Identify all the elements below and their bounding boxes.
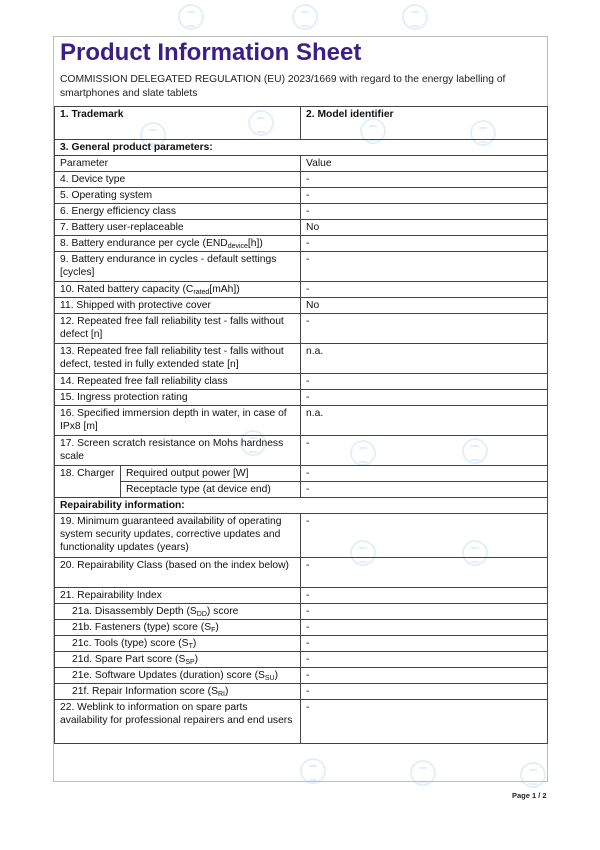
page-title: Product Information Sheet	[60, 39, 362, 66]
charger-row	[55, 466, 548, 482]
tools-score-value: -	[301, 636, 548, 652]
free-fall-class-value: -	[301, 374, 548, 390]
spare-part-score-label: 21d. Spare Part score $(S_{SP})$	[55, 652, 301, 668]
watermark-logo-icon	[292, 4, 318, 30]
table-row	[55, 236, 548, 252]
watermark-logo-icon	[178, 4, 204, 30]
table-row	[55, 252, 548, 282]
table-row	[55, 436, 548, 466]
tools-score-label: 21c. Tools (type) score $(S_T)$	[55, 636, 301, 652]
charger-row	[55, 482, 548, 498]
free-fall-extended-label: 13. Repeated free fall reliability test - falls without defect, tested in fully extended state [n]	[55, 344, 301, 374]
general-section-row	[55, 140, 548, 156]
energy-class-label: 6. Energy efficiency class	[55, 204, 301, 220]
scratch-resistance-value: -	[301, 436, 548, 466]
protective-cover-label: 11. Shipped with protective cover	[55, 298, 301, 314]
battery-endurance-cycles-value: -	[301, 252, 548, 282]
free-fall-test-value: -	[301, 314, 548, 344]
table-row	[55, 604, 548, 620]
charger-label: 18. Charger	[55, 466, 121, 498]
repairability-class-value: -	[301, 558, 548, 588]
battery-capacity-label: 10. Rated battery capacity $(C_{rated}[mAh])$	[55, 282, 301, 298]
software-updates-score-label: 21e. Software Updates (duration) score $(S_{SU})$	[55, 668, 301, 684]
operating-system-label: 5. Operating system	[55, 188, 301, 204]
disassembly-depth-value: -	[301, 604, 548, 620]
table-row	[55, 390, 548, 406]
parameter-column-header: Parameter	[55, 156, 301, 172]
table-row	[55, 172, 548, 188]
free-fall-class-label: 14. Repeated free fall reliability class	[55, 374, 301, 390]
table-row	[55, 344, 548, 374]
table-row	[55, 220, 548, 236]
free-fall-test-label: 12. Repeated free fall reliability test - falls without defect [n]	[55, 314, 301, 344]
battery-replaceable-value: No	[301, 220, 548, 236]
fasteners-score-label: 21b. Fasteners (type) score $(S_F)$	[55, 620, 301, 636]
repair-section-row	[55, 498, 548, 514]
value-column-header: Value	[301, 156, 548, 172]
table-row	[55, 652, 548, 668]
os-updates-value: -	[301, 514, 548, 558]
product-parameter-table	[54, 106, 548, 744]
watermark-logo-icon	[402, 4, 428, 30]
table-row	[55, 204, 548, 220]
os-updates-label: 19. Minimum guaranteed availability of operating system security updates, corrective updates and functionality updates (years)	[55, 514, 301, 558]
table-row	[55, 558, 548, 588]
device-type-label: 4. Device type	[55, 172, 301, 188]
software-updates-score-value: -	[301, 668, 548, 684]
battery-replaceable-label: 7. Battery user-replaceable	[55, 220, 301, 236]
table-row	[55, 668, 548, 684]
battery-endurance-cycle-label: 8. Battery endurance per cycle $(END_{device}[h])$	[55, 236, 301, 252]
repair-information-score-value: -	[301, 684, 548, 700]
repairability-index-label: 21. Repairability Index	[55, 588, 301, 604]
table-row	[55, 684, 548, 700]
general-parameters-heading: 3. General product parameters:	[55, 140, 548, 156]
regulation-subtitle: COMMISSION DELEGATED REGULATION (EU) 2023/1669 with regard to the energy labelling of smartphones and slate tablets	[60, 74, 506, 99]
table-row	[55, 588, 548, 604]
page-number: Page 1 / 2	[512, 791, 547, 800]
protective-cover-value: No	[301, 298, 548, 314]
ingress-protection-value: -	[301, 390, 548, 406]
model-identifier-label: 2. Model identifier	[301, 107, 548, 140]
disassembly-depth-label: 21a. Disassembly Depth $(S_{DD})$ score	[55, 604, 301, 620]
charger-receptacle-label: Receptacle type (at device end)	[121, 482, 301, 498]
battery-endurance-cycle-value: -	[301, 236, 548, 252]
charger-output-label: Required output power [W]	[121, 466, 301, 482]
trademark-label: 1. Trademark	[55, 107, 301, 140]
device-type-value: -	[301, 172, 548, 188]
table-row	[55, 188, 548, 204]
immersion-depth-label: 16. Specified immersion depth in water, in case of IPx8 [m]	[55, 406, 301, 436]
battery-capacity-value: -	[301, 282, 548, 298]
table-row	[55, 514, 548, 558]
table-row	[55, 406, 548, 436]
fasteners-score-value: -	[301, 620, 548, 636]
spare-part-score-value: -	[301, 652, 548, 668]
table-row	[55, 374, 548, 390]
repairability-class-label: 20. Repairability Class (based on the index below)	[55, 558, 301, 588]
scratch-resistance-label: 17. Screen scratch resistance on Mohs hardness scale	[55, 436, 301, 466]
repairability-index-value: -	[301, 588, 548, 604]
table-row	[55, 282, 548, 298]
table-row	[55, 700, 548, 744]
immersion-depth-value: n.a.	[301, 406, 548, 436]
charger-output-value: -	[301, 466, 548, 482]
weblink-label: 22. Weblink to information on spare parts availability for professional repairers and end users	[55, 700, 301, 744]
energy-class-value: -	[301, 204, 548, 220]
table-row	[55, 314, 548, 344]
trademark-model-row	[55, 107, 548, 140]
table-row	[55, 620, 548, 636]
repairability-heading: Repairability information:	[55, 498, 548, 514]
battery-endurance-cycles-label: 9. Battery endurance in cycles - default settings [cycles]	[55, 252, 301, 282]
free-fall-extended-value: n.a.	[301, 344, 548, 374]
column-header-row	[55, 156, 548, 172]
table-row	[55, 636, 548, 652]
repair-information-score-label: 21f. Repair Information score $(S_{RI})$	[55, 684, 301, 700]
weblink-value: -	[301, 700, 548, 744]
charger-receptacle-value: -	[301, 482, 548, 498]
operating-system-value: -	[301, 188, 548, 204]
table-row	[55, 298, 548, 314]
ingress-protection-label: 15. Ingress protection rating	[55, 390, 301, 406]
product-information-sheet	[53, 36, 548, 782]
